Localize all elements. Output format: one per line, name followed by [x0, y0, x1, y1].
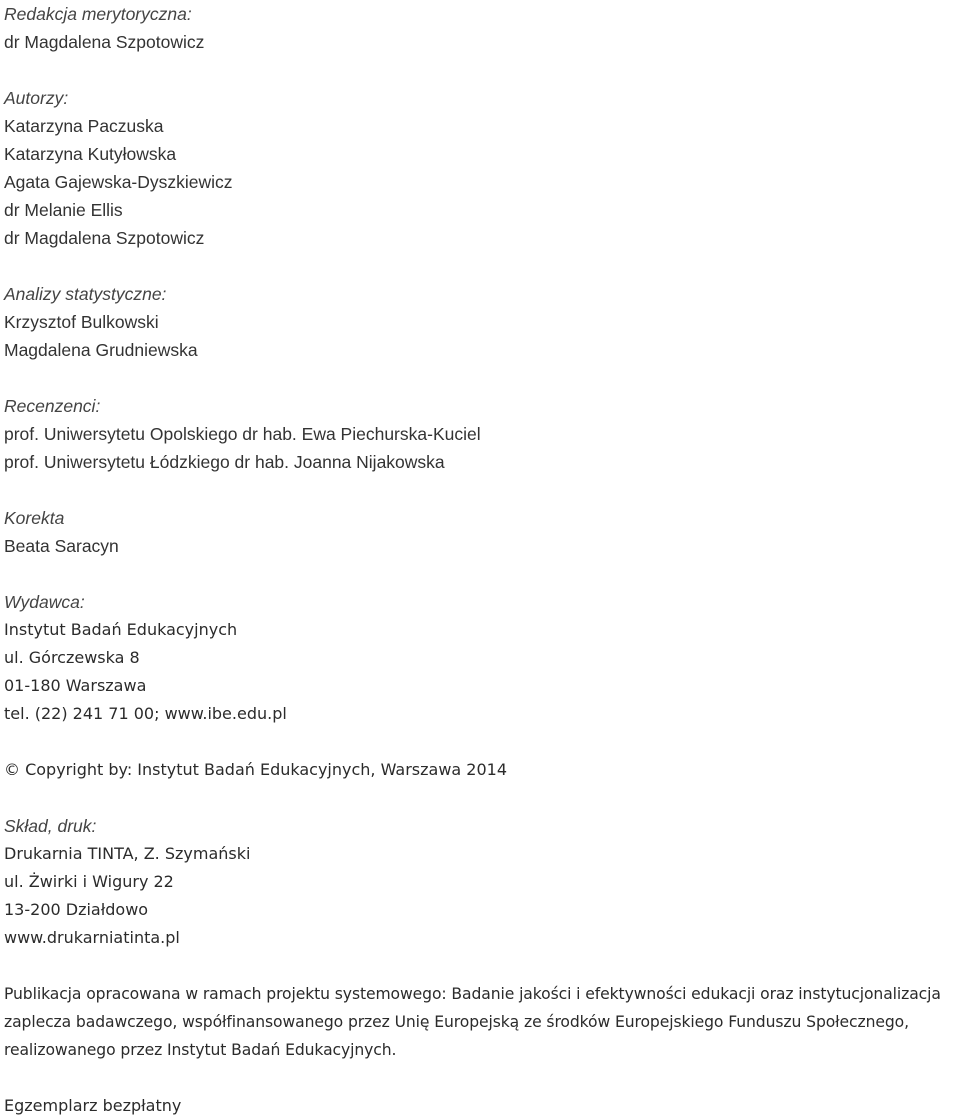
- statistics-label: Analizy statystyczne:: [4, 284, 167, 304]
- publisher-contact: tel. (22) 241 71 00; www.ibe.edu.pl: [4, 704, 287, 723]
- author-name: dr Melanie Ellis: [4, 200, 123, 220]
- reviewers-section: [4, 392, 956, 476]
- spacer: [4, 1064, 956, 1092]
- spacer: [4, 364, 956, 392]
- editorial-section: [4, 0, 956, 56]
- proofreading-section: [4, 504, 956, 560]
- colophon-page: [4, 0, 956, 1120]
- spacer: [4, 476, 956, 504]
- spacer: [4, 252, 956, 280]
- free-copy-notice: Egzemplarz bezpłatny: [4, 1096, 182, 1115]
- editorial-name: dr Magdalena Szpotowicz: [4, 32, 205, 52]
- author-name: Agata Gajewska-Dyszkiewicz: [4, 172, 233, 192]
- proofreader-name: Beata Saracyn: [4, 536, 119, 556]
- printer-name: Drukarnia TINTA, Z. Szymański: [4, 844, 251, 863]
- proofreading-label: Korekta: [4, 508, 65, 528]
- statistician-name: Magdalena Grudniewska: [4, 340, 198, 360]
- publisher-street: ul. Górczewska 8: [4, 648, 140, 667]
- spacer: [4, 560, 956, 588]
- printer-city: 13-200 Działdowo: [4, 900, 149, 919]
- spacer: [4, 952, 956, 980]
- publisher-city: 01-180 Warszawa: [4, 676, 147, 695]
- authors-section: [4, 84, 956, 252]
- printer-street: ul. Żwirki i Wigury 22: [4, 872, 174, 891]
- publication-note-line: Publikacja opracowana w ramach projektu systemowego: Badanie jakości i efektywności edukacji oraz instytucjonalizacja: [4, 985, 941, 1003]
- author-name: dr Magdalena Szpotowicz: [4, 228, 205, 248]
- publication-note-line: realizowanego przez Instytut Badań Edukacyjnych.: [4, 1041, 397, 1059]
- publication-note-line: zaplecza badawczego, współfinansowanego przez Unię Europejską ze środków Europejskiego Funduszu Społecznego,: [4, 1013, 909, 1031]
- publisher-section: [4, 588, 956, 728]
- publication-note: [4, 980, 956, 1064]
- publisher-name: Instytut Badań Edukacyjnych: [4, 620, 238, 639]
- publisher-label: Wydawca:: [4, 592, 85, 612]
- statistics-section: [4, 280, 956, 364]
- author-name: Katarzyna Kutyłowska: [4, 144, 177, 164]
- spacer: [4, 728, 956, 756]
- reviewers-label: Recenzenci:: [4, 396, 101, 416]
- author-name: Katarzyna Paczuska: [4, 116, 164, 136]
- spacer: [4, 784, 956, 812]
- printer-website: www.drukarniatinta.pl: [4, 928, 180, 947]
- authors-label: Autorzy:: [4, 88, 69, 108]
- copyright-notice: © Copyright by: Instytut Badań Edukacyjnych, Warszawa 2014: [4, 760, 508, 779]
- statistician-name: Krzysztof Bulkowski: [4, 312, 159, 332]
- reviewer-name: prof. Uniwersytetu Opolskiego dr hab. Ewa Piechurska-Kuciel: [4, 424, 481, 444]
- reviewer-name: prof. Uniwersytetu Łódzkiego dr hab. Joanna Nijakowska: [4, 452, 445, 472]
- printing-label: Skład, druk:: [4, 816, 97, 836]
- editorial-label: Redakcja merytoryczna:: [4, 4, 192, 24]
- printing-section: [4, 812, 956, 952]
- spacer: [4, 56, 956, 84]
